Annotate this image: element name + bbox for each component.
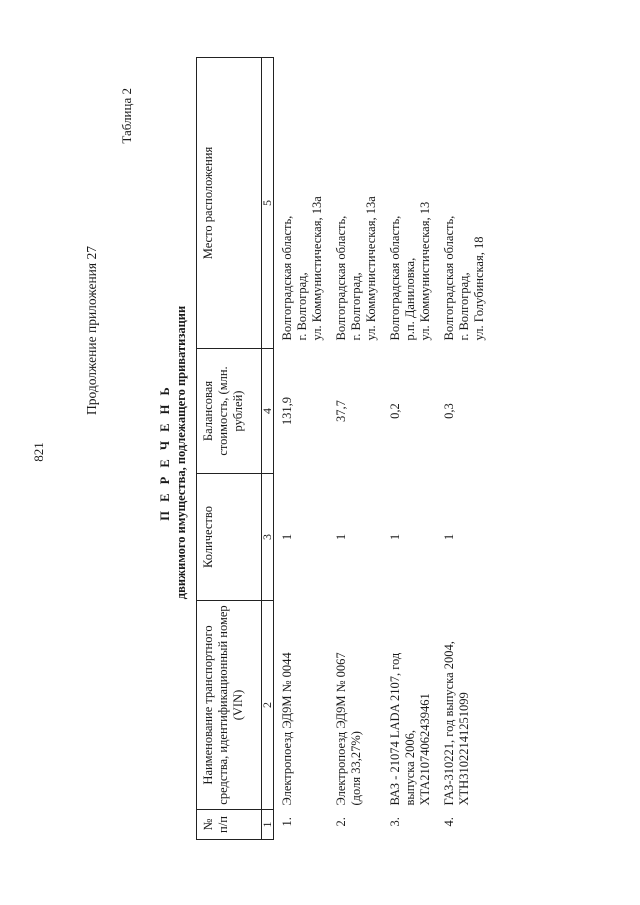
row-value: 0,3 [442,403,456,419]
header-num: № п/п [197,810,262,840]
row-num: 3. [388,817,402,827]
document-subtitle: движимого имущества, подлежащего приватизации [174,305,188,600]
row-name-line: Электропоезд ЭД9М № 0067 [334,652,348,806]
row-qty: 1 [388,533,402,541]
column-number: 3 [262,474,274,601]
row-location [436,58,490,349]
column-number: 4 [262,349,274,474]
header-name: Наименование транспортного средства, идентификационный номер (VIN) [197,601,262,810]
row-name-line: выпуска 2006, [403,730,417,806]
row-location-line: г. Волгоград, [349,272,363,341]
header-qty: Количество [197,474,262,601]
row-location-line: Волгоградская область, [388,215,402,341]
row-location-line: ул. Коммунистическая, 13а [364,196,378,341]
row-value: 37,7 [334,400,348,422]
row-location-line: Волгоградская область, [442,215,456,341]
row-name-line: ВАЗ - 21074 LADA 2107, год [388,652,402,806]
header-value: Балансовая стоимость, (млн. рублей) [197,349,262,474]
table-row [328,58,382,840]
row-location-line: ул. Коммунистическая, 13а [310,196,324,341]
row-qty: 1 [442,533,456,541]
row-name [274,601,329,810]
row-location-line: г. Волгоград, [457,272,471,341]
property-table [196,57,490,840]
row-qty: 1 [280,533,294,541]
column-number: 5 [262,58,274,349]
table-label: Таблица 2 [119,88,134,144]
row-name-line: XTA21074062439461 [418,693,432,806]
continuation-note: Продолжение приложения 27 [84,246,99,416]
column-number: 2 [262,601,274,810]
row-name [436,601,490,810]
header-location: Место расположения [197,58,262,349]
row-name [328,601,382,810]
row-value: 131,9 [280,396,294,426]
row-value: 0,2 [388,403,402,419]
row-name-line: XTH31022141251099 [457,692,471,806]
row-location-line: г. Волгоград, [295,272,309,341]
column-number: 1 [262,810,274,840]
row-qty: 1 [334,533,348,541]
column-number-row [262,58,274,840]
row-num: 1. [280,817,294,827]
row-name [382,601,436,810]
row-location-line: Волгоградская область, [280,215,294,341]
table-row [382,58,436,840]
row-name-line: (доля 33,27%) [349,731,363,806]
row-num: 2. [334,817,348,827]
row-location-line: ул. Коммунистическая, 13 [418,201,432,341]
row-name-line: ГАЗ-310221, год выпуска 2004, [442,641,456,806]
row-name-line: Электропоезд ЭД9М № 0044 [280,652,294,806]
row-location [382,58,436,349]
row-location [274,58,329,349]
table-row [436,58,490,840]
table-row [274,58,329,840]
row-location-line: Волгоградская область, [334,215,348,341]
document-title: П Е Р Е Ч Е Н Ь [158,384,172,521]
row-location [328,58,382,349]
row-location-line: ул. Голубинская, 18 [472,236,486,341]
row-location-line: р.п. Даниловка, [403,257,417,341]
row-num: 4. [442,817,456,827]
page-number: 821 [31,442,46,462]
